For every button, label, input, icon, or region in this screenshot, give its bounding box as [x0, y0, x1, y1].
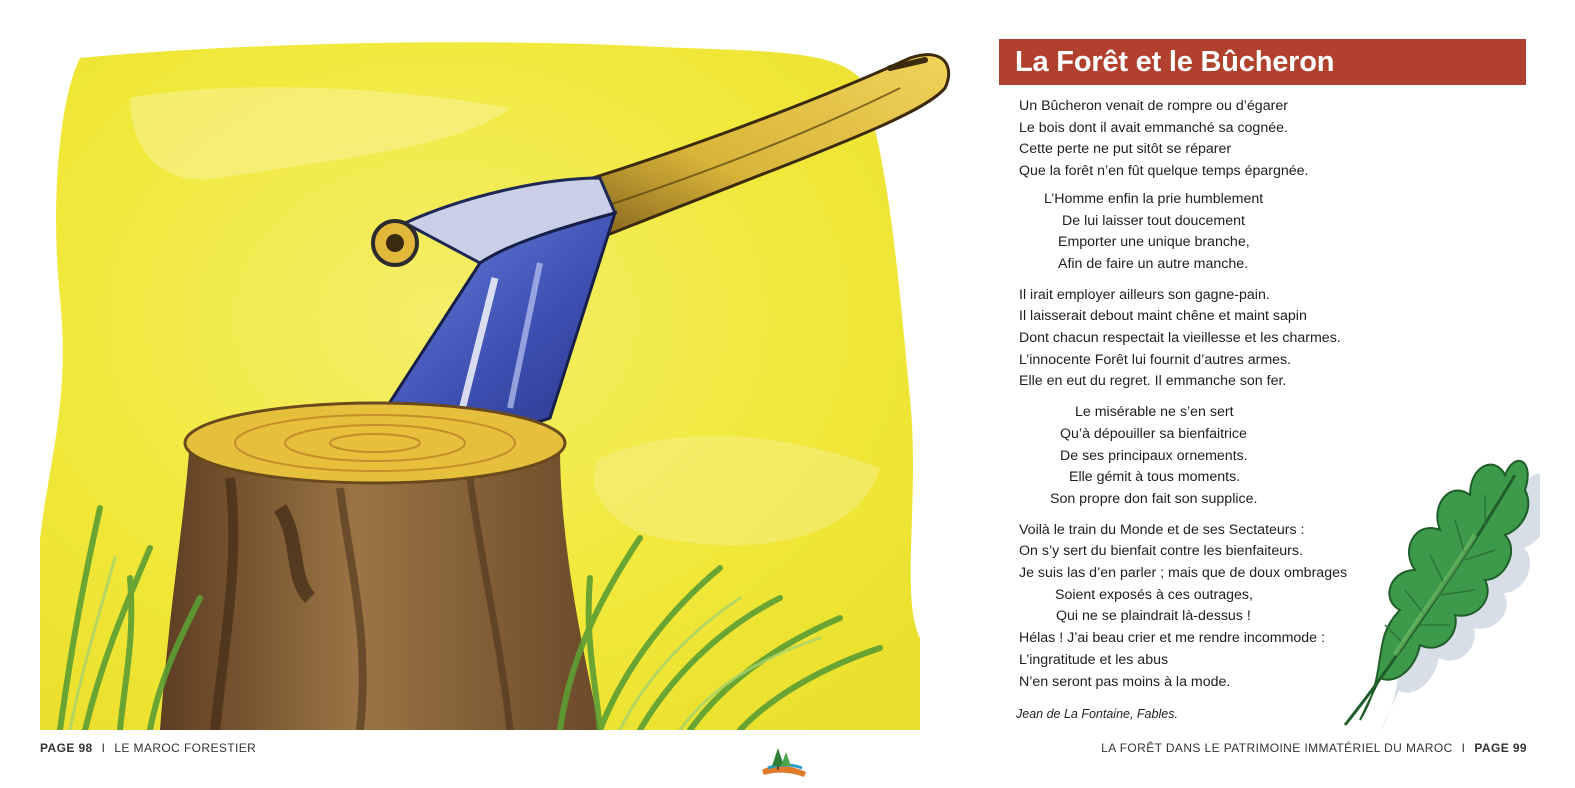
poem-line: De lui laisser tout doucement [1062, 212, 1245, 229]
poem-line: Afin de faire un autre manche. [1058, 255, 1249, 272]
axe-stump-illustration [40, 38, 955, 730]
poem-line: Elle en eut du regret. Il emmanche son fer. [1019, 373, 1287, 390]
poem-line: Emporter une unique branche, [1058, 234, 1250, 251]
footer-separator: I [101, 741, 106, 755]
poem-line: Qui ne se plaindrait là-dessus ! [1056, 608, 1251, 625]
footer-separator: I [1461, 741, 1466, 755]
poem-title: La Forêt et le Bûcheron [1015, 46, 1335, 78]
poem-stanza [1019, 96, 1399, 183]
poem-line: Je suis las d’en parler ; mais que de doux ombrages [1019, 565, 1348, 582]
poem-line: Soient exposés à ces outrages, [1055, 586, 1253, 603]
footer-right [1101, 741, 1527, 755]
poem-line: Il laisserait debout maint chêne et maint sapin [1019, 308, 1307, 325]
oak-leaf-icon [1325, 425, 1540, 730]
poem-line: Il irait employer ailleurs son gagne-pain. [1019, 286, 1270, 303]
poem-stanza [1019, 285, 1399, 394]
poem-line: Le bois dont il avait emmanché sa cognée. [1019, 119, 1288, 136]
forest-logo-icon [758, 744, 810, 780]
poem-line: Elle gémit à tous moments. [1069, 469, 1241, 486]
poem-line: Son propre don fait son supplice. [1050, 490, 1258, 507]
title-bar [999, 39, 1526, 85]
footer-left [40, 741, 256, 755]
poem-line: Un Bûcheron venait de rompre ou d’égarer [1019, 98, 1288, 114]
poem-stanza [1019, 189, 1399, 276]
poem-credit: Jean de La Fontaine, Fables. [1016, 707, 1178, 721]
poem-line: On s’y sert du bienfait contre les bienfaiteurs. [1019, 543, 1303, 560]
poem-line: L’Homme enfin la prie humblement [1044, 190, 1264, 207]
left-section-title: LE MAROC FORESTIER [114, 741, 257, 755]
left-page-number: PAGE 98 [40, 741, 93, 755]
poem-line: Hélas ! J’ai beau crier et me rendre incommode : [1019, 630, 1325, 647]
poem-line: N’en seront pas moins à la mode. [1019, 673, 1231, 690]
poem-line: L’ingratitude et les abus [1019, 651, 1169, 668]
poem-line: Dont chacun respectait la vieillesse et les charmes. [1019, 330, 1341, 347]
right-section-title: LA FORÊT DANS LE PATRIMOINE IMMATÉRIEL DU MAROC [1101, 741, 1453, 755]
poem-line: L’innocente Forêt lui fournit d’autres armes. [1019, 351, 1292, 368]
poem-line: De ses principaux ornements. [1060, 447, 1248, 464]
poem-line: Cette perte ne put sitôt se réparer [1019, 141, 1232, 158]
poem-line: Le misérable ne s’en sert [1075, 404, 1234, 421]
poem-line: Voilà le train du Monde et de ses Sectateurs : [1019, 521, 1305, 538]
poem-line: Qu’à dépouiller sa bienfaitrice [1060, 425, 1247, 442]
poem-line: Que la forêt n’en fût quelque temps épargnée. [1019, 163, 1309, 180]
right-page-number: PAGE 99 [1474, 741, 1527, 755]
